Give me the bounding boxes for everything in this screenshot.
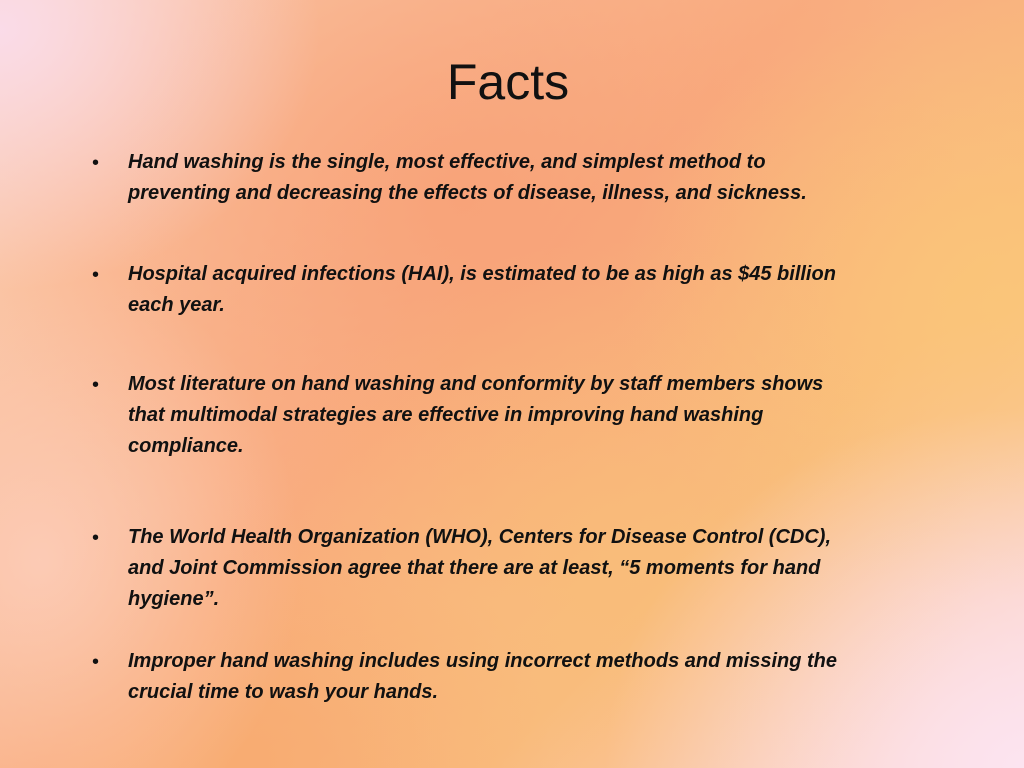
bullet-text: Improper hand washing includes using incorrect methods and missing the crucial time to wash your hands.	[128, 650, 837, 703]
bullet-text: Hospital acquired infections (HAI), is estimated to be as high as $45 billion each year.	[128, 263, 836, 316]
bullet-icon: •	[92, 152, 100, 174]
bullet-text: Most literature on hand washing and conformity by staff members shows that multimodal strategies are effective in improving hand washing compliance.	[128, 373, 824, 457]
bullet-icon: •	[92, 264, 100, 286]
bullet-icon: •	[92, 374, 100, 396]
slide-title: Facts	[446, 54, 570, 110]
bullet-icon: •	[92, 527, 100, 549]
bullet-text: Hand washing is the single, most effective, and simplest method to preventing and decreasing the effects of disease, illness, and sickness.	[128, 151, 807, 204]
bullet-text: The World Health Organization (WHO), Centers for Disease Control (CDC), and Joint Commission agree that there are at least, “5 moments for hand hygiene”.	[128, 526, 832, 610]
bullet-icon: •	[92, 651, 100, 673]
